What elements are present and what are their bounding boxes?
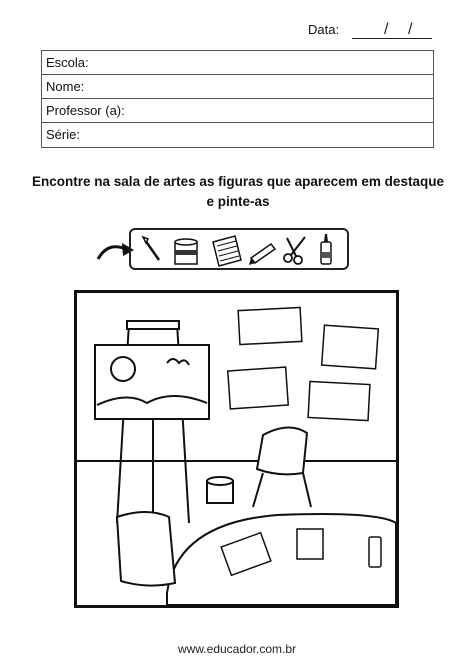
items-to-find-row	[131, 230, 347, 268]
canvas-painting-illustration	[95, 345, 209, 419]
name-label: Nome:	[46, 79, 85, 94]
student-info-table	[41, 50, 434, 148]
scissors-icon	[284, 237, 305, 264]
date-label: Data:	[308, 22, 340, 37]
art-room-drawing	[77, 293, 396, 605]
name-field[interactable]	[42, 75, 433, 99]
hand-drawings	[228, 307, 379, 420]
date-slash: /	[408, 21, 413, 38]
instruction-text: Encontre na sala de artes as figuras que aparecem em destaque e pinte-as	[32, 174, 444, 209]
date-line[interactable]	[352, 38, 432, 39]
floor-paint-can-illustration	[207, 477, 233, 503]
art-room-illustration	[74, 290, 399, 608]
pencil-icon	[249, 244, 275, 265]
teacher-field[interactable]	[42, 99, 433, 123]
glue-bottle-icon	[321, 234, 331, 264]
grade-label: Série:	[46, 127, 80, 142]
front-chair-illustration	[117, 512, 175, 586]
school-field[interactable]	[42, 51, 433, 75]
notebook-icon	[213, 236, 241, 266]
grade-field[interactable]	[42, 123, 433, 147]
paint-can-icon	[175, 239, 197, 264]
items-to-find-box	[129, 228, 349, 270]
school-label: Escola:	[46, 55, 89, 70]
date-field	[300, 20, 440, 42]
teacher-label: Professor (a):	[46, 103, 125, 118]
website-footer: www.educador.com.br	[177, 642, 297, 656]
table-illustration	[167, 514, 396, 605]
date-slash: /	[384, 21, 389, 38]
chair-illustration	[253, 427, 311, 507]
paintbrush-icon	[143, 237, 159, 260]
